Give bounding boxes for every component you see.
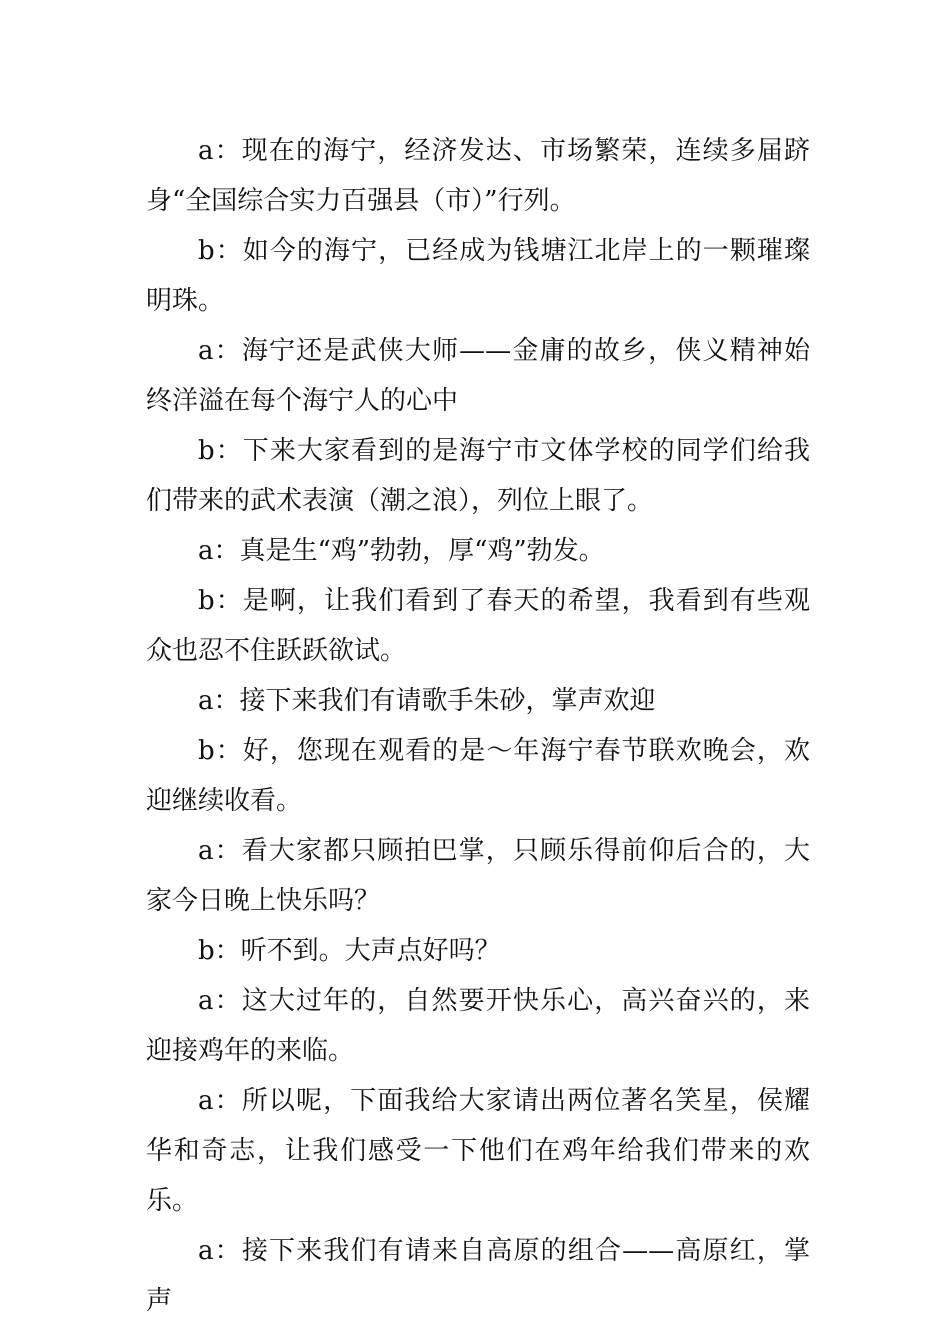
dialogue-paragraph: b：听不到。大声点好吗？	[198, 936, 501, 966]
dialogue-paragraph: a：真是生“鸡”勃勃，厚“鸡”勃发。	[198, 536, 605, 566]
dialogue-paragraph: b：是啊，让我们看到了春天的希望，我看到有些观众也忍不住跃跃欲试。	[146, 586, 810, 666]
document-body	[146, 126, 810, 1326]
dialogue-paragraph: b：好，您现在观看的是～年海宁春节联欢晚会，欢迎继续收看。	[146, 736, 810, 816]
dialogue-paragraph: a：现在的海宁，经济发达、市场繁荣，连续多届跻身“全国综合实力百强县（市）”行列。	[146, 136, 810, 216]
dialogue-paragraph: a：所以呢，下面我给大家请出两位著名笑星，侯耀华和奇志，让我们感受一下他们在鸡年给我们带来的欢乐。	[146, 1086, 810, 1216]
dialogue-paragraph: b：下来大家看到的是海宁市文体学校的同学们给我们带来的武术表演（潮之浪），列位上眼了。	[146, 436, 810, 516]
dialogue-paragraph: a：接下来我们有请来自高原的组合——高原红，掌声	[146, 1236, 810, 1316]
dialogue-paragraph: a：这大过年的，自然要开快乐心，高兴奋兴的，来迎接鸡年的来临。	[146, 986, 810, 1066]
dialogue-paragraph: a：海宁还是武侠大师——金庸的故乡，侠义精神始终洋溢在每个海宁人的心中	[146, 336, 810, 416]
dialogue-paragraph: a：看大家都只顾拍巴掌，只顾乐得前仰后合的，大家今日晚上快乐吗？	[146, 836, 810, 916]
dialogue-paragraph: b：如今的海宁，已经成为钱塘江北岸上的一颗璀璨明珠。	[146, 236, 810, 316]
dialogue-paragraph: a：接下来我们有请歌手朱砂，掌声欢迎	[198, 686, 656, 716]
